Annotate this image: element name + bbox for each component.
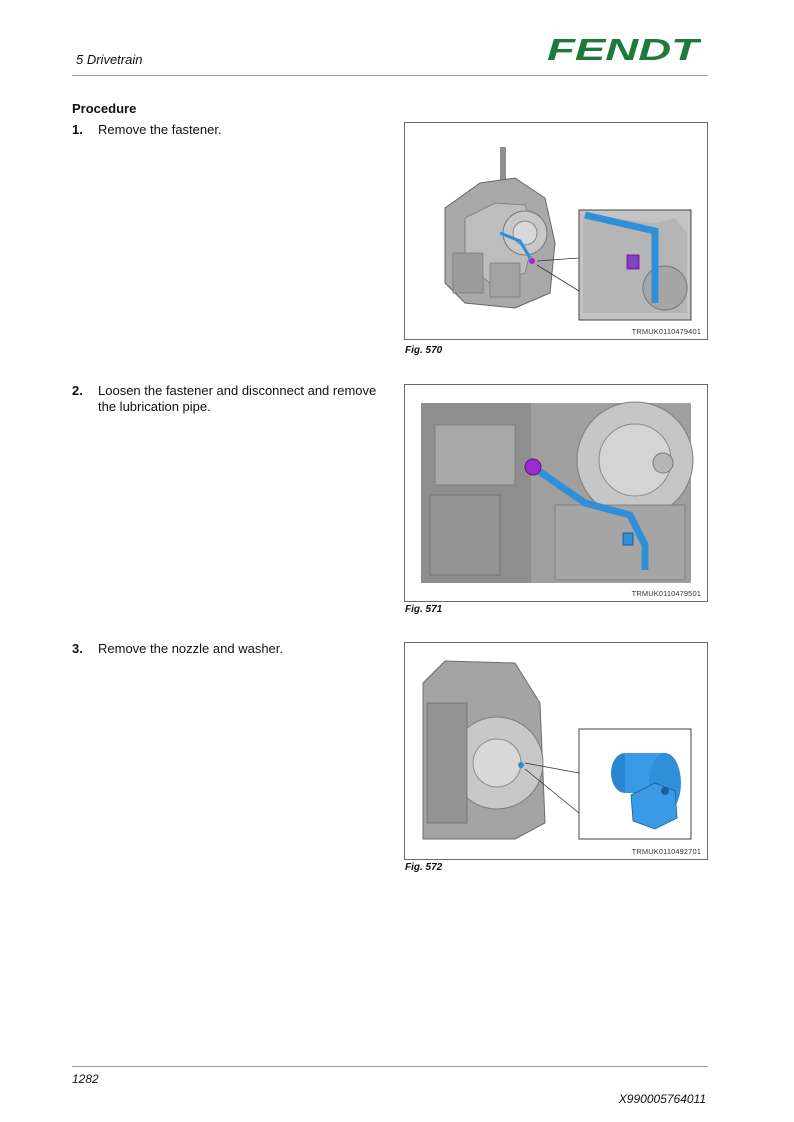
figure-570-illustration xyxy=(405,123,707,339)
step-number: 2. xyxy=(72,383,83,398)
figure-572-illustration xyxy=(405,643,707,859)
figure-caption: Fig. 571 xyxy=(405,604,443,615)
procedure-heading: Procedure xyxy=(72,101,137,116)
step-number: 1. xyxy=(72,122,83,137)
figure-572 xyxy=(404,642,708,860)
figure-571-illustration xyxy=(405,385,707,601)
section-title: 5 Drivetrain xyxy=(76,52,143,67)
brand-text: FENDT xyxy=(547,34,701,64)
header-divider xyxy=(72,75,708,76)
figure-code: TRMUK0110479501 xyxy=(631,589,701,598)
fendt-logo xyxy=(545,34,701,64)
figure-571 xyxy=(404,384,708,602)
step-text: Loosen the fastener and disconnect and remove the lubrication pipe. xyxy=(98,383,377,414)
footer-divider xyxy=(72,1066,708,1067)
figure-570 xyxy=(404,122,708,340)
figure-caption: Fig. 572 xyxy=(405,862,443,873)
document-number: X990005764011 xyxy=(618,1092,706,1106)
figure-code: TRMUK0110479401 xyxy=(631,327,701,336)
step-text: Remove the fastener. xyxy=(98,122,222,137)
figure-caption: Fig. 570 xyxy=(405,345,443,356)
page-number: 1282 xyxy=(72,1072,99,1086)
step-text: Remove the nozzle and washer. xyxy=(98,641,283,656)
figure-code: TRMUK0110492701 xyxy=(631,847,701,856)
step-number: 3. xyxy=(72,641,83,656)
